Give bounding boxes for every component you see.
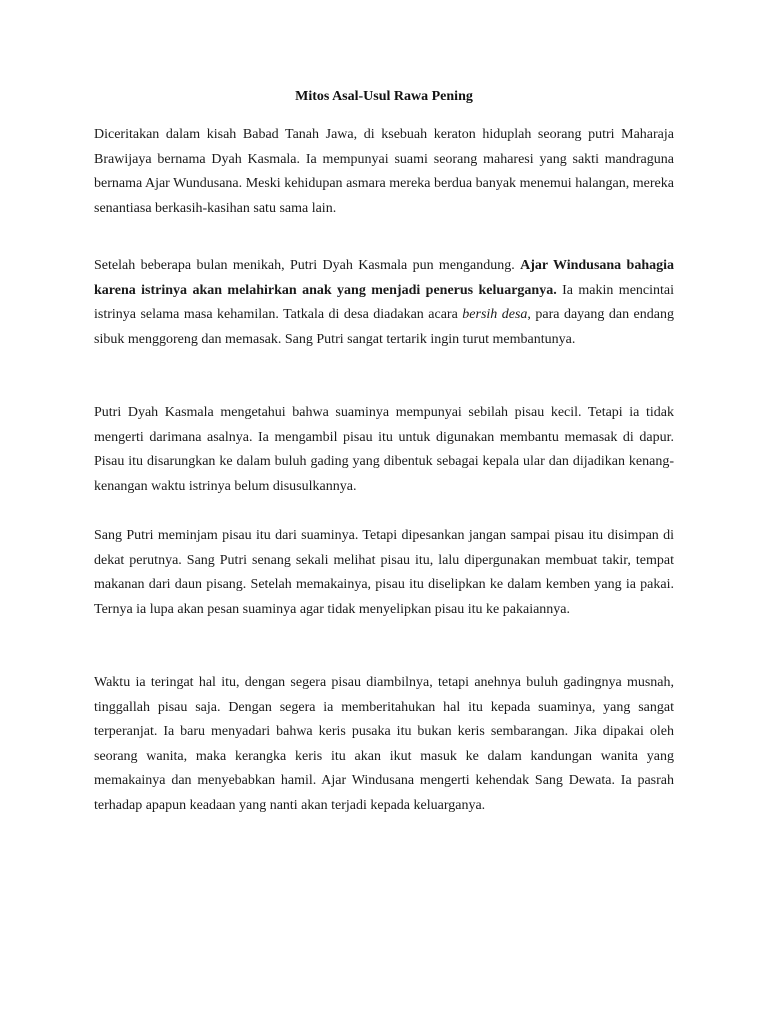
paragraph-3: Putri Dyah Kasmala mengetahui bahwa suaminya mempunyai sebilah pisau kecil. Tetapi ia tidak mengerti darimana asalnya. Ia mengambil pisau itu untuk digunakan membantu memasak di dapur. Pisau itu disarungkan ke dalam buluh gading yang dibentuk sebagai kepala ular dan dijadikan kenang-kenangan waktu istrinya belum disusulkannya. <box>94 405 674 494</box>
paragraph-4: Sang Putri meminjam pisau itu dari suaminya. Tetapi dipesankan jangan sampai pisau itu disimpan di dekat perutnya. Sang Putri senang sekali melihat pisau itu, lalu dipergunakan membuat takir, tempat makanan dari daun pisang. Setelah memakainya, pisau itu diselipkan ke dalam kemben yang ia pakai. Ternya ia lupa akan pesan suaminya agar tidak menyelipkan pisau itu ke pakaiannya. <box>94 528 674 617</box>
paragraph-2-bold-sentence: Ajar Windusana bahagia karena istrinya akan melahirkan anak yang menjadi penerus keluarganya. <box>94 258 674 298</box>
document-title: Mitos Asal-Usul Rawa Pening <box>295 89 473 104</box>
paragraph-2-text-a: Setelah beberapa bulan menikah, Putri Dyah Kasmala pun mengandung. <box>94 258 521 273</box>
paragraph-2-text-c: , para dayang dan endang sibuk menggoreng dan memasak. Sang Putri sangat tertarik ingin turut membantunya. <box>94 307 674 347</box>
paragraph-2-italic-term: bersih desa <box>462 307 528 322</box>
paragraph-5: Waktu ia teringat hal itu, dengan segera pisau diambilnya, tetapi anehnya buluh gadingnya musnah, tinggallah pisau saja. Dengan segera ia memberitahukan hal itu kepada suaminya, yang sangat terperanjat. Ia baru menyadari bahwa keris pusaka itu bukan keris sembarangan. Jika dipakai oleh seorang wanita, maka kerangka keris itu akan ikut masuk ke dalam kandungan wanita yang memakainya dan menyebabkan hamil. Ajar Windusana mengerti kehendak Sang Dewata. Ia pasrah terhadap apapun keadaan yang nanti akan terjadi kepada keluarganya. <box>94 675 674 813</box>
paragraph-2-text-b: Ia makin mencintai istrinya selama masa kehamilan. Tatkala di desa diadakan acara <box>94 282 674 322</box>
paragraph-2 <box>94 254 674 352</box>
paragraph-1: Diceritakan dalam kisah Babad Tanah Jawa, di ksebuah keraton hiduplah seorang putri Maharaja Brawijaya bernama Dyah Kasmala. Ia mempunyai suami seorang maharesi yang sakti mandraguna bernama Ajar Wundusana. Meski kehidupan asmara mereka berdua banyak menemui halangan, mereka senantiasa berkasih-kasihan satu sama lain. <box>94 127 674 216</box>
